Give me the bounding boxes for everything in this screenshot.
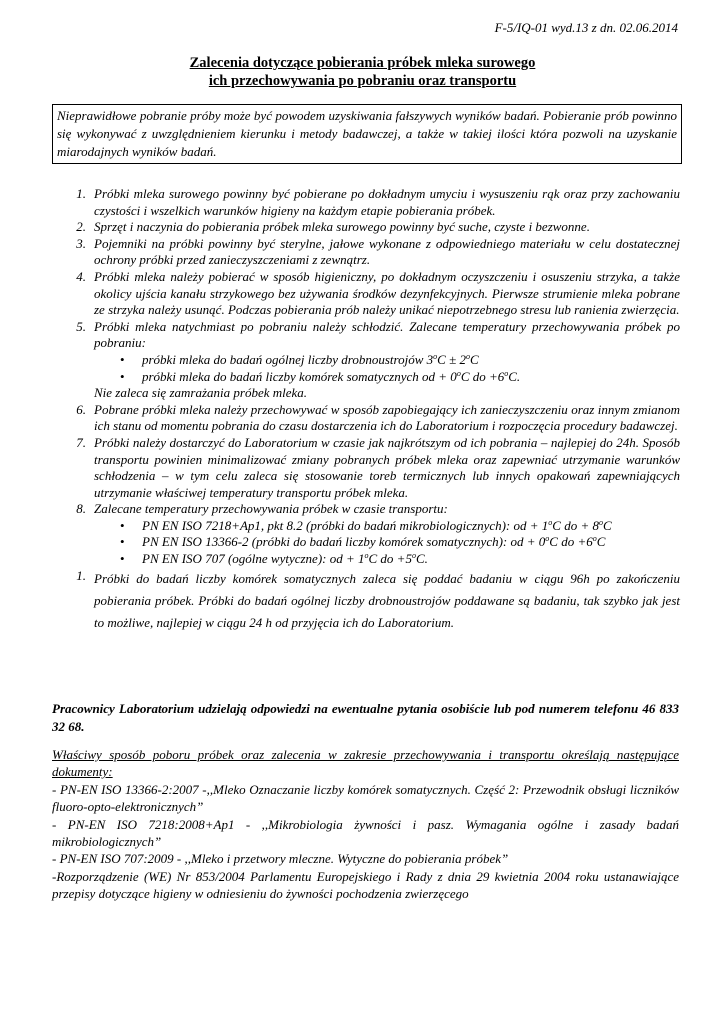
list-item (50, 269, 680, 319)
bullet-item: • PN EN ISO 13366-2 (próbki do badań liczby komórek somatycznych): od + $0^oC$ do $+6^oC$ (118, 534, 680, 551)
reference-line: - PN-EN ISO 13366-2:2007 -,,Mleko Oznaczanie liczby komórek somatycznych. Część 2: Przewodnik obsługi liczników fluoro-opto-elektronicznych” (52, 781, 679, 815)
bullet-list (94, 518, 680, 568)
list-item (50, 186, 680, 219)
bullet-item: • próbki mleka do badań liczby komórek somatycznych od + $0^oC$ do $+6^oC$. (118, 369, 680, 386)
item-text: Próbki należy dostarczyć do Laboratorium w czasie jak najkrótszym od ich pobrania – najlepiej do 24h. Sposób transportu powinien minimalizować zmiany pobranych próbek mleka oraz zapewniać utrzymanie warunków schłodzenia – w tym celu zaleca się stosowanie toreb termicznych lub innych opakowań zapewniających utrzymanie właściwej temperatury transportu próbek mleka. (94, 434, 680, 500)
item-text: Pobrane próbki mleka należy przechowywać w sposób zapobiegający ich zanieczyszczeniu oraz innym zmianom ich stanu od momentu pobrania do czasu dostarczenia ich do Laboratorium i rozpoczęcia procedury badawczej. (94, 401, 680, 434)
item-text: Próbki mleka należy pobierać w sposób higieniczny, po dokładnym oczyszczeniu i osuszeniu strzyka, a także okolicy ujścia kanału strzykowego bez używania środków dezynfekcyjnych. Pierwsze strumienie mleka pobrane ze strzyka należy usunąć. Podczas pobierania prób należy unikać niepotrzebnego stresu lub ranienia zwierzęcia. (94, 268, 680, 318)
page-title (0, 54, 725, 90)
notice-box: Nieprawidłowe pobranie próby może być powodem uzyskiwania fałszywych wyników badań. Pobieranie prób powinno się wykonywać z uwzględnieniem kierunku i metody badawczej, a także w takiej ilości która pozwoli na uzyskanie miarodajnych wyników badań. (52, 104, 682, 164)
reference-line: -Rozporządzenie (WE) Nr 853/2004 Parlamentu Europejskiego i Rady z dnia 29 kwietnia 2004 roku ustanawiające przepisy dotyczące higieny w odniesieniu do żywności pochodzenia zwierzęcego (52, 868, 679, 902)
item-content (94, 319, 680, 402)
document-id: F-5/IQ-01 wyd.13 z dn. 02.06.2014 (494, 20, 678, 35)
item-text: Próbki mleka natychmiast po pobraniu należy schłodzić. Zalecane temperatury przechowywania próbek po pobraniu: (94, 318, 680, 351)
list-item (50, 402, 680, 435)
recommendations-list (50, 186, 680, 634)
item-text: Próbki mleka surowego powinny być pobierane po dokładnym umyciu i wysuszeniu rąk oraz przy zachowaniu czystości i wszelkich warunków higieny na każdym etapie pobierania próbek. (94, 186, 680, 218)
item-number: 3. (76, 235, 86, 251)
list-item (50, 219, 680, 236)
list-item (50, 319, 680, 402)
bullet-item: • PN EN ISO 707 (ogólne wytyczne): od + $1^oC$ do $+5^oC$. (118, 551, 680, 568)
list-item (50, 568, 680, 634)
item-number: 2. (76, 219, 86, 235)
item-number: 1. (76, 567, 86, 583)
item-number: 6. (76, 401, 86, 417)
list-item (50, 501, 680, 567)
item-number: 4. (76, 268, 86, 284)
item-content (94, 501, 680, 567)
title-line-2: ich przechowywania po pobraniu oraz transportu (208, 73, 517, 89)
title-line-1: Zalecenia dotyczące pobierania próbek mleka surowego (189, 55, 536, 71)
references-section (52, 746, 679, 903)
contact-note: Pracownicy Laboratorium udzielają odpowiedzi na ewentualne pytania osobiście lub pod numerem telefonu 46 833 32 68. (52, 701, 679, 734)
reference-line: - PN-EN ISO 7218:2008+Ap1 - ,,Mikrobiologia żywności i pasz. Wymagania ogólne i zasady badań mikrobiologicznych” (52, 816, 679, 850)
item-number: 7. (76, 434, 86, 450)
item-number: 5. (76, 318, 86, 334)
bullet-item: • próbki mleka do badań ogólnej liczby drobnoustrojów $3^oC \pm 2^oC$ (118, 352, 680, 369)
references-heading: Właściwy sposób poboru próbek oraz zalecenia w zakresie przechowywania i transportu określają następujące dokumenty: (52, 747, 679, 780)
reference-line: - PN-EN ISO 707:2009 - ,,Mleko i przetwory mleczne. Wytyczne do pobierania próbek” (52, 851, 509, 867)
item-text: Sprzęt i naczynia do pobierania próbek mleka surowego powinny być suche, czyste i bezwonne. (94, 219, 590, 235)
item-number: 1. (76, 186, 86, 201)
item-number: 8. (76, 501, 86, 517)
list-item (50, 236, 680, 269)
item-note: Nie zaleca się zamrażania próbek mleka. (94, 385, 308, 401)
bullet-item: • PN EN ISO 7218+Ap1, pkt 8.2 (próbki do badań mikrobiologicznych): od + $1^oC$ do + $8^oC$ (118, 518, 680, 535)
item-text: Zalecane temperatury przechowywania próbek w czasie transportu: (94, 501, 448, 517)
item-text: Próbki do badań liczby komórek somatycznych zaleca się poddać badaniu w ciągu 96h po zakończeniu pobierania próbek. Próbki do badań ogólnej liczby drobnoustrojów poddawane są badaniu, tak szybko jak jest to możliwe, najlepiej w ciągu 24 h od przyjęcia ich do Laboratorium. (94, 570, 680, 630)
item-text: Pojemniki na próbki powinny być sterylne, jałowe wykonane z odpowiedniego materiału w celu dostatecznej ochrony próbki przed zanieczyszczeniami z zewnątrz. (94, 235, 680, 268)
list-item (50, 435, 680, 501)
bullet-list (94, 352, 680, 385)
